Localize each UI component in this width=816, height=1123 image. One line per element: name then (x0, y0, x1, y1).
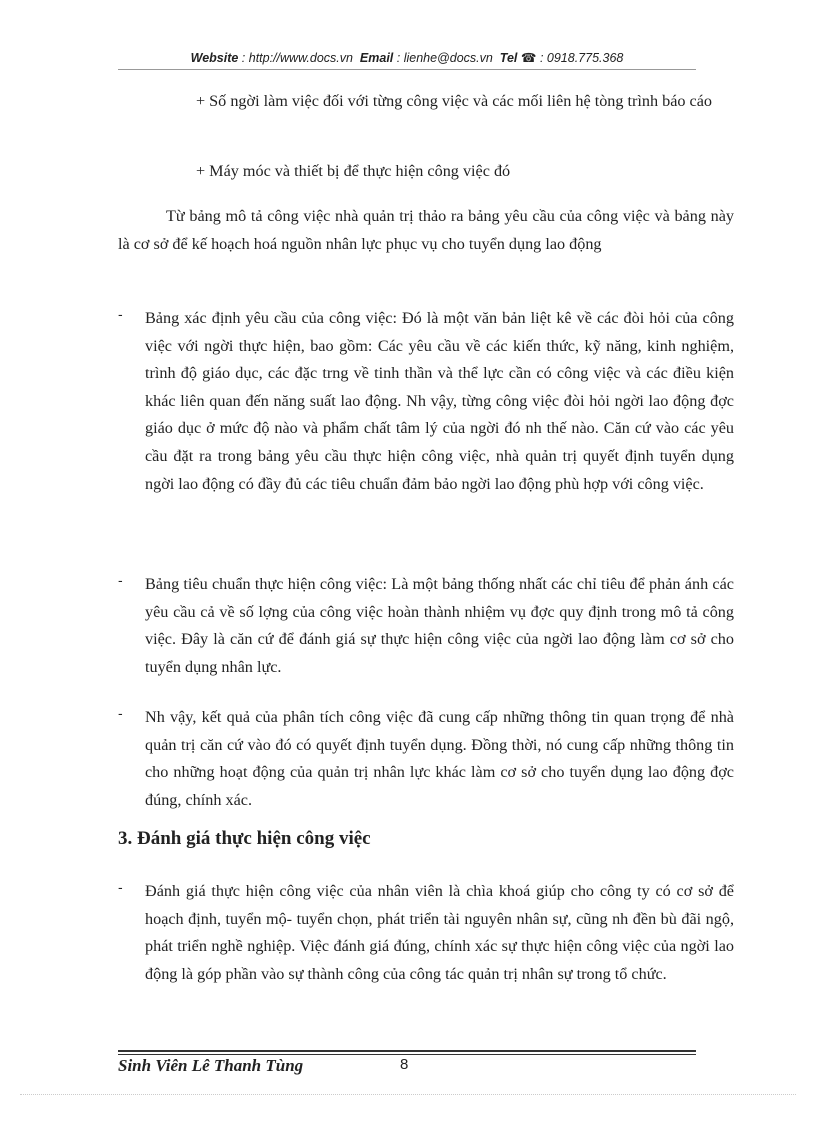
section-heading: 3. Đánh giá thực hiện công việc (118, 828, 371, 849)
bullet-marker: - (118, 705, 123, 721)
header-divider (118, 69, 696, 70)
email-value[interactable]: : lienhe@docs.vn (393, 51, 493, 65)
bullet-paragraph: Bảng xác định yêu cầu của công việc: Đó là một văn bản liệt kê về các đòi hỏi của công việc với ngời thực hiện, bao gồm: Các yêu cầu về các kiến thức, kỹ năng, kinh nghiệm, trình độ giáo dục, các đặc trng về tinh thần và thể lực cần có công việc và các điều kiện khác liên quan đến năng suất lao động. Nh vậy, từng công việc đòi hỏi ngời lao động đợc giáo dục ở mức độ nào và phẩm chất tâm lý của ngời đó nh thế nào. Căn cứ vào các yêu cầu đặt ra trong bảng yêu cầu thực hiện công việc, nhà quản trị quyết định tuyển dụng ngời lao động có đầy đủ các tiêu chuẩn đảm bảo ngời lao động phù hợp với công việc. (145, 309, 734, 493)
page-header (118, 50, 696, 65)
bullet-paragraph: Đánh giá thực hiện công việc của nhân viên là chìa khoá giúp cho công ty có cơ sở để hoạch định, tuyển mộ- tuyển chọn, phát triển tài nguyên nhân sự, cũng nh đền bù đãi ngộ, phát triển nghề nghiệp. Việc đánh giá đúng, chính xác sự thực hiện công việc của ngời lao động là góp phần vào sự thành công của công tác quản trị nhân sự trong tổ chức. (145, 882, 734, 983)
footer-author: Sinh Viên Lê Thanh Tùng (118, 1056, 304, 1075)
website-label: Website (190, 51, 239, 65)
tel-label: Tel (499, 51, 518, 65)
plus-item: + Số ngời làm việc đối với từng công việc và các mối liên hệ tòng trình báo cáo (196, 92, 713, 110)
email-label: Email (359, 51, 394, 65)
bullet-paragraph: Bảng tiêu chuẩn thực hiện công việc: Là một bảng thống nhất các chỉ tiêu để phản ánh các yêu cầu cả về số lợng của công việc hoàn thành nhiệm vụ đợc quy định trong mô tả công việc. Đây là căn cứ để đánh giá sự thực hiện công việc của ngời lao động làm cơ sở cho tuyển dụng nhân lực. (145, 575, 734, 676)
website-value[interactable]: : http://www.docs.vn (238, 51, 353, 65)
footer-divider (118, 1050, 696, 1052)
bullet-marker: - (118, 879, 123, 895)
bullet-marker: - (118, 572, 123, 588)
footer-divider-thin (118, 1054, 696, 1055)
page-number: 8 (400, 1056, 409, 1073)
phone-icon: ☎ (520, 51, 537, 65)
bullet-marker: - (118, 306, 123, 322)
page-boundary (20, 1094, 796, 1095)
plus-item: + Máy móc và thiết bị để thực hiện công việc đó (196, 162, 511, 180)
tel-value: : 0918.775.368 (536, 51, 624, 65)
intro-paragraph: Từ bảng mô tả công việc nhà quản trị thảo ra bảng yêu cầu của công việc và bảng này là cơ sở để kế hoạch hoá nguồn nhân lực phục vụ cho tuyển dụng lao động (118, 207, 734, 253)
bullet-paragraph: Nh vậy, kết quả của phân tích công việc đã cung cấp những thông tin quan trọng để nhà quản trị căn cứ vào đó có quyết định tuyển dụng. Đồng thời, nó cung cấp những thông tin cho những hoạt động của quản trị nhân lực khác làm cơ sở cho tuyển dụng lao động đợc đúng, chính xác. (145, 708, 734, 809)
